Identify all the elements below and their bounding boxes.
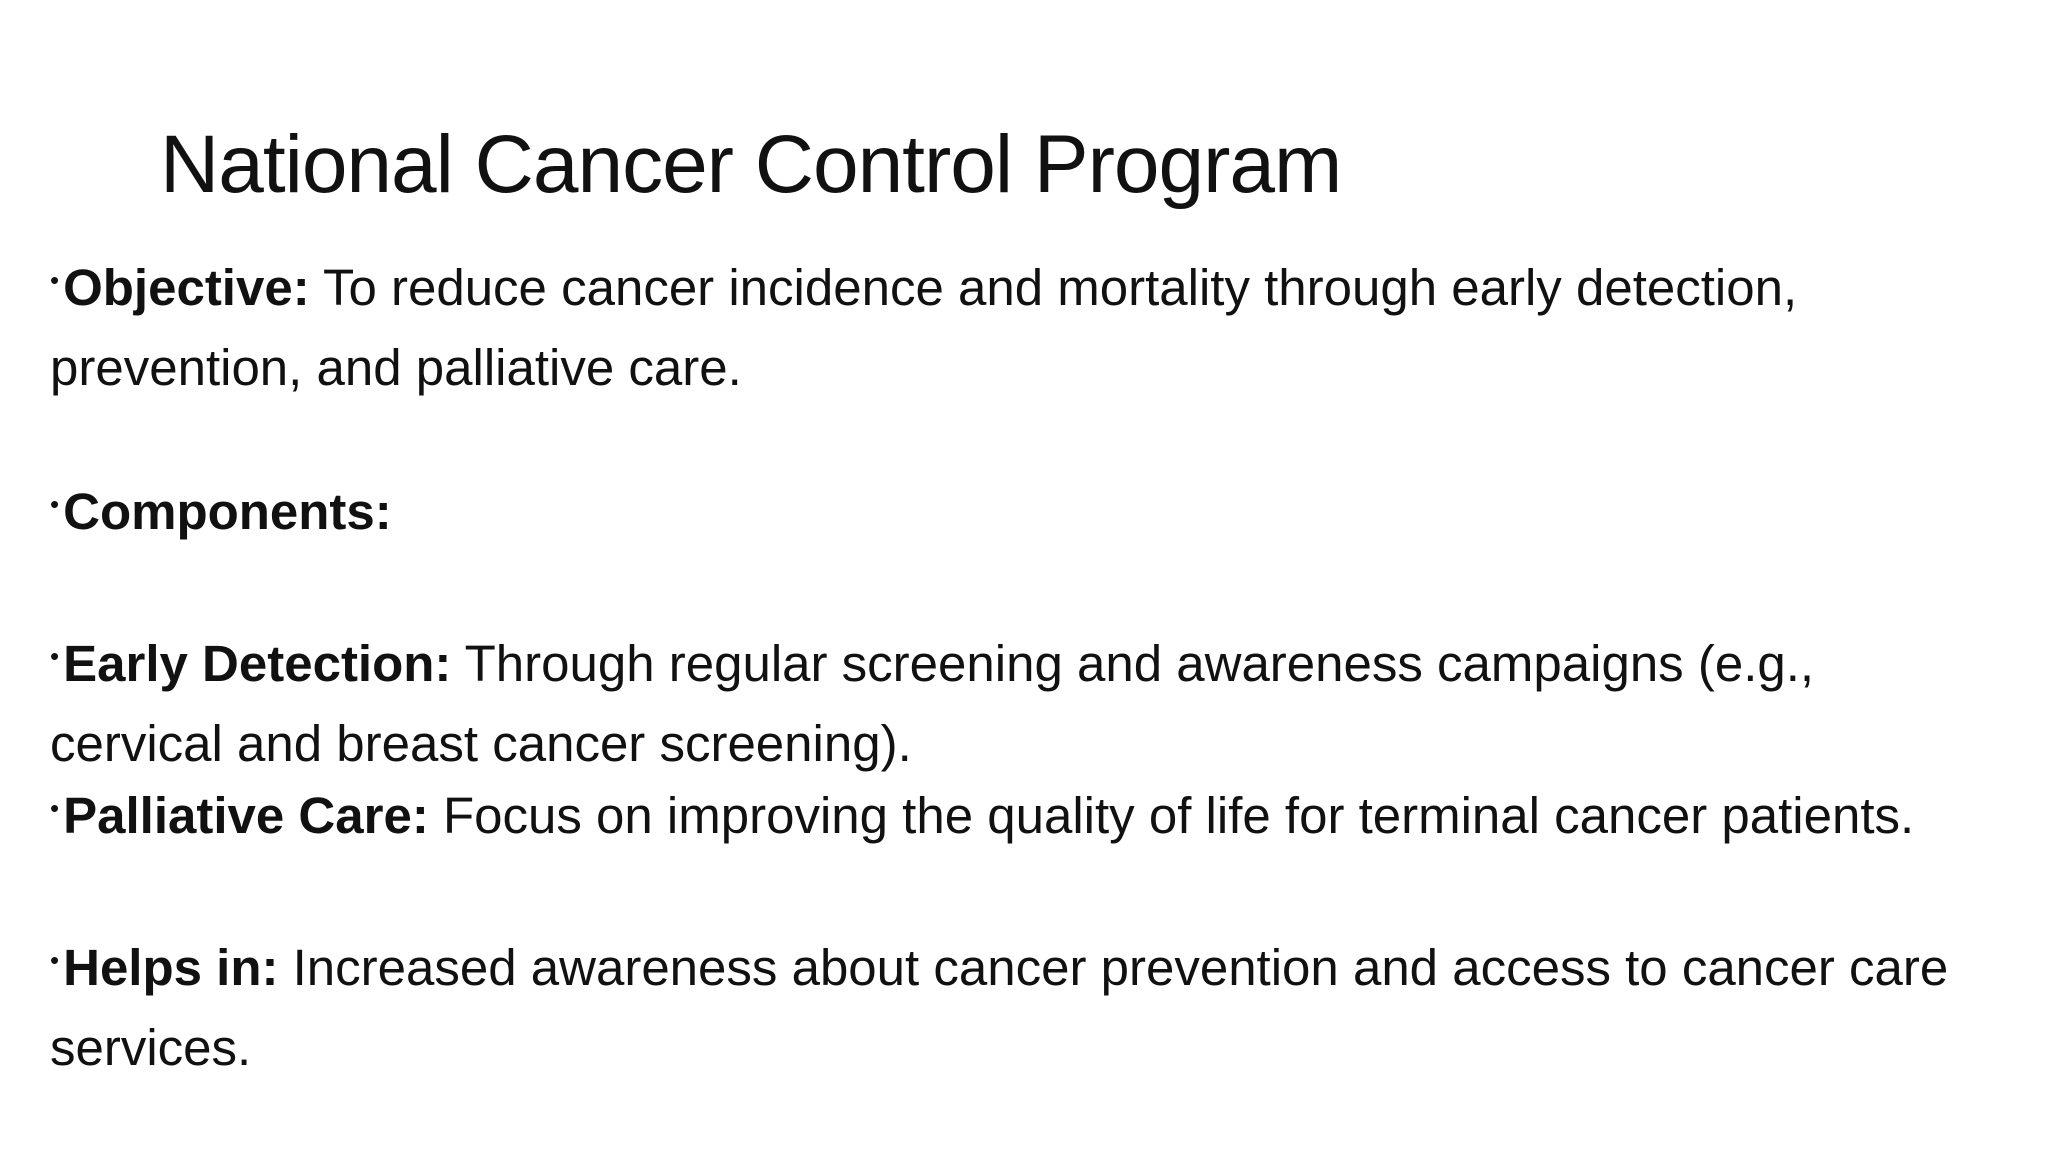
- bullet-glyph: •: [50, 641, 60, 671]
- bullet-glyph: •: [50, 945, 60, 975]
- bullet-components: [50, 476, 2000, 556]
- spacer: [50, 860, 2000, 932]
- palliative-care-text: Focus on improving the quality of life for terminal cancer patients.: [428, 787, 1915, 844]
- spacer: [50, 556, 2000, 628]
- bullet-glyph: •: [50, 489, 60, 519]
- early-detection-text: Through regular screening and awareness campaigns (e.g., cervical and breast cancer screening).: [50, 635, 1815, 772]
- components-label: Components:: [63, 483, 392, 540]
- objective-text: To reduce cancer incidence and mortality through early detection, prevention, and palliative care.: [50, 259, 1798, 396]
- bullet-objective: [50, 252, 2000, 404]
- bullet-glyph: •: [50, 793, 60, 823]
- bullet-early-detection: [50, 628, 2000, 780]
- bullet-helps-in: [50, 932, 2000, 1084]
- spacer: [50, 404, 2000, 476]
- helps-in-text: Increased awareness about cancer prevention and access to cancer care services.: [50, 939, 1949, 1076]
- bullet-glyph: •: [50, 265, 60, 295]
- palliative-care-label: Palliative Care:: [63, 787, 429, 844]
- slide-title: National Cancer Control Program: [160, 119, 1342, 210]
- objective-label: Objective:: [63, 259, 310, 316]
- helps-in-label: Helps in:: [63, 939, 279, 996]
- early-detection-label: Early Detection:: [63, 635, 452, 692]
- bullet-palliative-care: [50, 780, 2000, 860]
- slide-body: [50, 252, 2000, 1084]
